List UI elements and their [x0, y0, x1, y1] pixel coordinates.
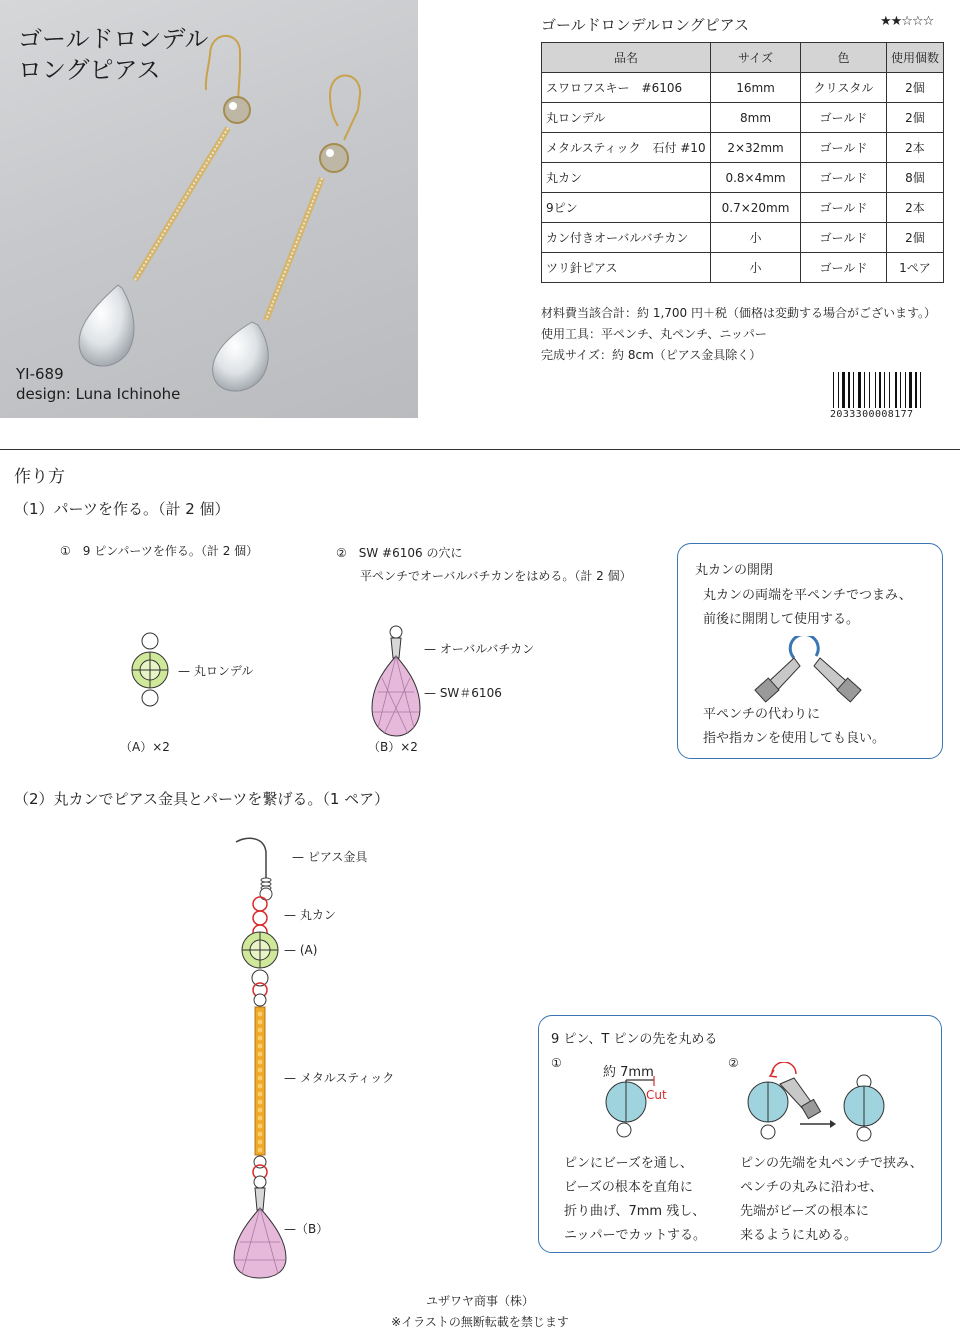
materials-cell-quantity: 2個	[886, 103, 943, 133]
header-size: サイズ	[710, 43, 800, 73]
ring-box-text-top	[703, 584, 912, 632]
tools-note: 使用工具：平ペンチ、丸ペンチ、ニッパー	[541, 327, 767, 341]
stick-stone	[258, 1028, 263, 1033]
stick-stone	[258, 1036, 263, 1041]
caption-part-a: （A）×2	[120, 740, 170, 754]
materials-cell-item: 丸ロンデル	[542, 103, 711, 133]
barcode-bar	[905, 372, 906, 408]
step2-title: （2）丸カンでピアス金具とパーツを繋げる。（1 ペア）	[14, 790, 390, 808]
stick-stone	[258, 1068, 263, 1073]
cut-label: Cut	[646, 1088, 667, 1102]
materials-cell-size: 小	[710, 253, 800, 283]
materials-cell-size: 16mm	[710, 73, 800, 103]
materials-cell-item: 丸カン	[542, 163, 711, 193]
step1-title: （1）パーツを作る。（計 2 個）	[14, 500, 230, 518]
barcode-bar	[869, 372, 870, 408]
approx-7mm-label: 約 7mm	[603, 1065, 654, 1080]
ring-box-line2: 前後に開閉して使用する。	[703, 612, 860, 627]
barcode-number: 2033300008177	[830, 409, 914, 420]
barcode-bar	[864, 372, 865, 408]
stick-stone	[258, 1124, 263, 1129]
step1-sub1: ① 9 ピンパーツを作る。（計 2 個）	[60, 544, 259, 558]
pin-right-line1: ピンの先端を丸ペンチで挟み、	[740, 1156, 923, 1171]
barcode-bar	[909, 372, 912, 408]
materials-row	[542, 223, 944, 253]
barcode-bar	[879, 372, 881, 408]
materials-cell-color: ゴールド	[801, 103, 887, 133]
label-jump-ring: — 丸カン	[284, 908, 336, 922]
size-note: 完成サイズ：約 8cm（ピアス金具除く）	[541, 348, 762, 362]
section-divider	[0, 449, 960, 450]
pin-step1-illustration	[596, 1072, 676, 1142]
caption-part-b: （B）×2	[368, 740, 418, 754]
instructions-heading: 作り方	[14, 467, 65, 487]
pin-box-left-text	[564, 1152, 706, 1248]
materials-table	[541, 42, 944, 283]
copyright-note: ※イラストの無断転載を禁じます	[391, 1315, 569, 1329]
stick-stone	[258, 1020, 263, 1025]
ring-box-line4: 指や指カンを使用しても良い。	[703, 731, 886, 746]
pin-left-line3: 折り曲げ、7mm 残し、	[564, 1204, 706, 1219]
materials-cell-color: クリスタル	[801, 73, 887, 103]
stick-stone	[258, 1052, 263, 1057]
material-notes	[541, 303, 936, 366]
materials-cell-quantity: 2本	[886, 133, 943, 163]
pliers-ring-illustration	[754, 636, 864, 704]
part-b-illustration	[368, 622, 428, 740]
stick-stone	[258, 1060, 263, 1065]
label-oval-bail: — オーバルバチカン	[424, 642, 535, 656]
pin-right-line2: ペンチの丸みに沿わせ、	[740, 1180, 883, 1195]
company-name: ユザワヤ商事（株）	[425, 1294, 534, 1308]
pin-left-line4: ニッパーでカットする。	[564, 1228, 706, 1243]
materials-cell-size: 小	[710, 223, 800, 253]
materials-cell-size: 8mm	[710, 103, 800, 133]
cost-note: 材料費当該合計：約 1,700 円＋税（価格は変動する場合がございます。）	[541, 306, 937, 320]
barcode-bar	[889, 372, 890, 408]
ring-box-text-bottom	[703, 703, 885, 751]
materials-cell-color: ゴールド	[801, 193, 887, 223]
photo-title	[18, 24, 208, 86]
ring-box-line1: 丸カンの両端を平ペンチでつまみ、	[703, 588, 912, 603]
label-earring-hook: — ピアス金具	[292, 850, 368, 864]
step1-sub2	[336, 542, 632, 588]
barcode-bar	[915, 372, 917, 408]
materials-row	[542, 163, 944, 193]
materials-cell-size: 0.7×20mm	[710, 193, 800, 223]
barcode-bar	[833, 372, 834, 408]
label-part-b: —（B）	[284, 1222, 329, 1236]
product-photo	[0, 0, 418, 418]
materials-cell-quantity: 1ペア	[886, 253, 943, 283]
materials-header-row	[542, 43, 944, 73]
materials-cell-item: メタルスティック 石付 #10	[542, 133, 711, 163]
pin-left-line2: ビーズの根本を直角に	[564, 1180, 693, 1195]
photo-credits	[16, 364, 180, 404]
materials-cell-size: 0.8×4mm	[710, 163, 800, 193]
barcode-bar	[848, 372, 850, 408]
label-rondelle: — 丸ロンデル	[178, 664, 254, 678]
stick-stone	[258, 1012, 263, 1017]
stick-stone	[258, 1076, 263, 1081]
materials-cell-quantity: 2個	[886, 223, 943, 253]
assembly-illustration	[226, 832, 306, 1280]
stick-stone	[258, 1140, 263, 1145]
barcode-bar	[895, 372, 897, 408]
label-sw6106: — SW＃6106	[424, 686, 502, 700]
barcode-bar	[900, 372, 901, 408]
ring-box-line3: 平ペンチの代わりに	[703, 707, 821, 722]
product-code: YI-689	[16, 365, 64, 383]
stick-stone	[258, 1132, 263, 1137]
stick-stone	[258, 1044, 263, 1049]
materials-cell-size: 2×32mm	[710, 133, 800, 163]
materials-row	[542, 103, 944, 133]
stick-stone	[258, 1092, 263, 1097]
header-quantity: 使用個数	[886, 43, 943, 73]
label-metal-stick: — メタルスティック	[284, 1071, 395, 1085]
barcode-bar	[875, 372, 876, 408]
stick-stone	[258, 1148, 263, 1153]
materials-row	[542, 253, 944, 283]
photo-title-line2: ロングピアス	[18, 56, 161, 84]
stick-stone	[258, 1108, 263, 1113]
part-a-illustration	[120, 628, 180, 714]
materials-cell-item: ツリ針ピアス	[542, 253, 711, 283]
materials-cell-quantity: 8個	[886, 163, 943, 193]
pin-left-line1: ピンにビーズを通し、	[564, 1156, 693, 1171]
pin-box-num2: ②	[728, 1056, 739, 1070]
materials-row	[542, 73, 944, 103]
step1-sub2-line2: 平ペンチでオーバルバチカンをはめる。（計 2 個）	[360, 569, 632, 583]
materials-cell-color: ゴールド	[801, 223, 887, 253]
materials-cell-quantity: 2本	[886, 193, 943, 223]
pin-step2-illustration	[744, 1062, 904, 1142]
materials-cell-quantity: 2個	[886, 73, 943, 103]
pin-box-right-text	[740, 1152, 923, 1248]
materials-cell-item: カン付きオーバルバチカン	[542, 223, 711, 253]
materials-cell-color: ゴールド	[801, 253, 887, 283]
stick-stone	[258, 1116, 263, 1121]
photo-title-line1: ゴールドロンデル	[18, 25, 209, 53]
materials-cell-color: ゴールド	[801, 133, 887, 163]
barcode-bar	[884, 372, 885, 408]
difficulty-stars: ★★☆☆☆	[880, 14, 934, 29]
stick-stone	[258, 1084, 263, 1089]
materials-cell-item: 9ピン	[542, 193, 711, 223]
header-item: 品名	[542, 43, 711, 73]
pin-right-line3: 先端がビーズの根本に	[740, 1204, 869, 1219]
barcode	[832, 372, 944, 408]
pin-right-line4: 来るように丸める。	[740, 1228, 858, 1243]
materials-row	[542, 133, 944, 163]
barcode-bar	[858, 372, 861, 408]
product-name: ゴールドロンデルロングピアス	[541, 16, 750, 34]
step1-sub2-line1: ② SW #6106 の穴に	[336, 546, 463, 560]
header-color: 色	[801, 43, 887, 73]
barcode-bar	[842, 372, 845, 408]
materials-cell-item: スワロフスキー #6106	[542, 73, 711, 103]
ring-box-title: 丸カンの開閉	[695, 563, 774, 578]
pin-box-title: 9 ピン、T ピンの先を丸める	[551, 1032, 718, 1047]
designer-credit: design: Luna Ichinohe	[16, 385, 181, 403]
stick-stone	[258, 1100, 263, 1105]
pin-box-num1: ①	[551, 1056, 562, 1070]
barcode-bar	[920, 372, 921, 408]
label-part-a: — (A)	[284, 943, 318, 957]
materials-row	[542, 193, 944, 223]
barcode-bar	[853, 372, 854, 408]
barcode-bar	[838, 372, 839, 408]
materials-cell-color: ゴールド	[801, 163, 887, 193]
